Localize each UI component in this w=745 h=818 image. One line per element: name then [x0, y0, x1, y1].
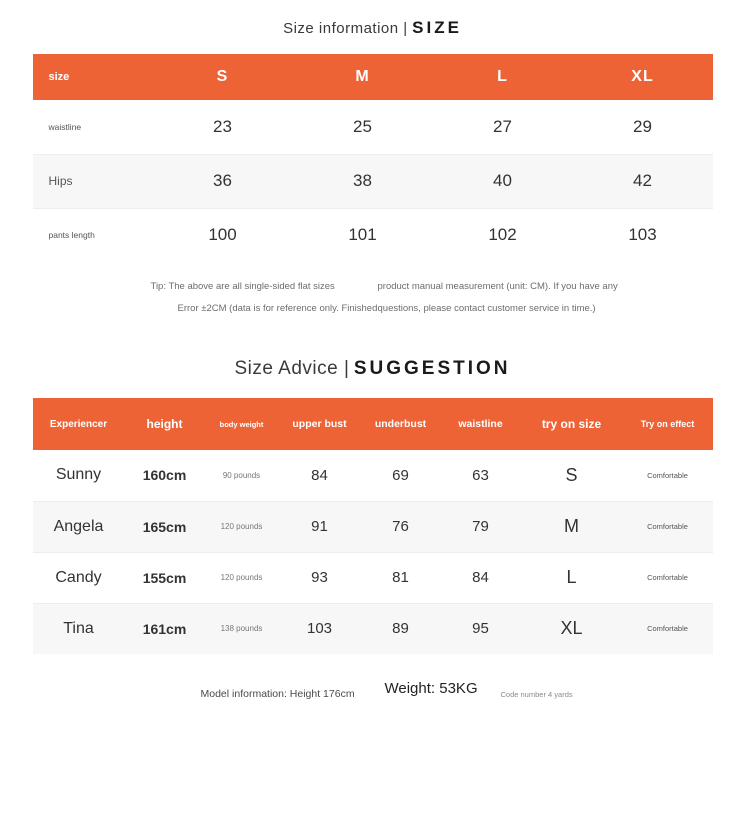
size-title-en: SIZE [412, 18, 462, 37]
advice-section-title [0, 358, 745, 380]
size-header-xl: XL [573, 54, 713, 100]
advice-table-body [33, 450, 713, 654]
advice-name-0: Sunny [33, 450, 125, 501]
advice-effect-3: Comfortable [647, 624, 688, 634]
advice-underbust-2: 81 [361, 552, 441, 603]
advice-upper-bust-3: 103 [306, 620, 333, 638]
size-cell-hips-s: 36 [153, 154, 293, 208]
advice-header-experiencer: Experiencer [33, 398, 125, 450]
size-cell-waistline-m: 25 [293, 100, 433, 154]
advice-weight-0: 90 pounds [205, 450, 279, 501]
table-header-row [33, 398, 713, 450]
table-row [33, 603, 713, 654]
size-row-label-hips: Hips [33, 154, 153, 208]
table-header-row [33, 54, 713, 100]
size-cell-pants-s: 100 [208, 225, 237, 245]
advice-header-underbust: underbust [361, 398, 441, 450]
tip-line1-right: product manual measurement (unit: CM). If you have any [377, 281, 618, 292]
size-cell-waistline-l: 27 [433, 100, 573, 154]
size-header-s: S [153, 54, 293, 100]
size-section-title [0, 18, 745, 38]
table-row [33, 552, 713, 603]
advice-header-try-on-size: try on size [521, 398, 623, 450]
size-row-label-pants-length: pants length [48, 230, 95, 241]
advice-effect-2: Comfortable [623, 552, 713, 603]
advice-size-0: S [521, 450, 623, 501]
advice-header-height: height [125, 398, 205, 450]
advice-waistline-3: 95 [472, 620, 489, 638]
advice-waistline-0: 63 [441, 450, 521, 501]
size-cell-pants-l: 102 [488, 225, 517, 245]
advice-underbust-0: 69 [361, 450, 441, 501]
size-table-head [33, 54, 713, 100]
model-info-footer [33, 680, 713, 710]
advice-table-wrap [33, 398, 713, 654]
size-title-cn: Size information | [283, 20, 408, 37]
advice-header-upper-bust: upper bust [279, 398, 361, 450]
size-row-label-waistline: waistline [33, 100, 153, 154]
advice-name-3: Tina [63, 619, 94, 637]
advice-weight-3: 138 pounds [220, 624, 263, 634]
advice-size-1: M [521, 501, 623, 552]
advice-header-try-on-effect: Try on effect [623, 398, 713, 450]
advice-upper-bust-1: 91 [279, 501, 361, 552]
advice-header-waistline: waistline [441, 398, 521, 450]
size-cell-hips-l: 40 [433, 154, 573, 208]
size-cell-waistline-xl: 29 [573, 100, 713, 154]
size-header-m: M [293, 54, 433, 100]
advice-title-cn: Size Advice | [234, 358, 350, 379]
advice-size-2: L [521, 552, 623, 603]
size-cell-waistline-s: 23 [153, 100, 293, 154]
table-row [33, 208, 713, 262]
size-table-body [33, 100, 713, 262]
size-header-size: size [33, 54, 153, 100]
advice-height-0: 160cm [125, 450, 205, 501]
table-row [33, 450, 713, 501]
model-weight-text: Weight: 53KG [384, 680, 478, 697]
advice-weight-1: 120 pounds [205, 501, 279, 552]
advice-weight-2: 120 pounds [205, 552, 279, 603]
advice-upper-bust-2: 93 [279, 552, 361, 603]
size-cell-pants-m: 101 [348, 225, 377, 245]
advice-size-3: XL [560, 618, 583, 639]
advice-height-1: 165cm [125, 501, 205, 552]
tip-line2-left: Error ±2CM (data is for reference only. Finished [177, 303, 378, 314]
table-row [33, 100, 713, 154]
size-chart-page [0, 18, 745, 710]
size-tip-block [33, 276, 713, 328]
advice-underbust-1: 76 [361, 501, 441, 552]
table-row [33, 501, 713, 552]
advice-name-1: Angela [33, 501, 125, 552]
tip-line1-left: Tip: The above are all single-sided flat sizes [150, 281, 335, 292]
advice-waistline-2: 84 [441, 552, 521, 603]
size-cell-hips-xl: 42 [573, 154, 713, 208]
advice-name-2: Candy [33, 552, 125, 603]
advice-table-head [33, 398, 713, 450]
code-number-text: Code number 4 yards [500, 690, 573, 699]
advice-effect-1: Comfortable [623, 501, 713, 552]
advice-height-3: 161cm [142, 620, 187, 637]
advice-title-en: SUGGESTION [353, 358, 511, 379]
advice-underbust-3: 89 [392, 620, 409, 638]
table-row [33, 154, 713, 208]
advice-effect-0: Comfortable [623, 450, 713, 501]
advice-header-body-weight: body weight [205, 398, 279, 450]
size-table-wrap [33, 54, 713, 262]
advice-upper-bust-0: 84 [279, 450, 361, 501]
advice-table [33, 398, 713, 654]
size-header-l: L [433, 54, 573, 100]
size-cell-pants-xl: 103 [628, 225, 657, 245]
tip-line2-right: questions, please contact customer service in time.) [377, 303, 596, 314]
size-table [33, 54, 713, 262]
model-info-text: Model information: Height 176cm [200, 688, 355, 700]
size-cell-hips-m: 38 [293, 154, 433, 208]
advice-waistline-1: 79 [441, 501, 521, 552]
advice-height-2: 155cm [125, 552, 205, 603]
